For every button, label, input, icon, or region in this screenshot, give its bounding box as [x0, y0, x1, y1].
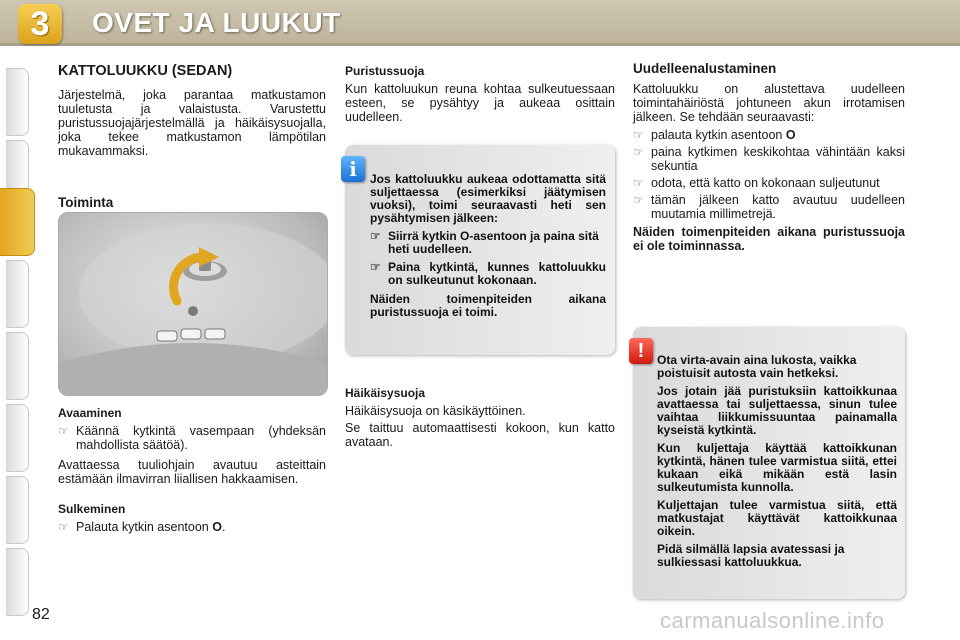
reinit-bullet-3	[633, 176, 905, 190]
puristussuoja-heading: Puristussuoja	[345, 64, 425, 78]
reinit-b1: palauta kytkin asentoon	[651, 128, 783, 142]
pointing-hand-icon: ☞	[370, 229, 381, 243]
middle-column-lower	[345, 386, 615, 449]
info-bullet-2	[370, 261, 606, 287]
sulkeminen-end: .	[221, 520, 226, 534]
reinit-bullet-4	[633, 193, 905, 221]
intro-paragraph: Järjestelmä, joka parantaa matkustamon tuuletusta ja valaistusta. Varustettu puristussuojajärjestelmällä ja häikäisysuojalla, joka tekee matkustamon lämpötilan mukavammaksi.	[58, 88, 326, 158]
pointing-hand-icon: ☞	[633, 128, 644, 142]
reinit-b4: tämän jälkeen katto avautuu uudelleen muutamia millimetrejä.	[651, 193, 905, 221]
warning-p3: Kun kuljettaja käyttää kattoikkunan kytkintä, hänen tulee varmistua siitä, ettei kukaan eikä mikään estä lasin sulkeutumista kunnolla.	[657, 441, 897, 494]
pointing-hand-icon: ☞	[633, 193, 644, 207]
pointing-hand-icon: ☞	[633, 176, 644, 190]
sulkeminen-heading: Sulkeminen	[58, 502, 126, 516]
reinit-note: Näiden toimenpiteiden aikana puristussuoja ei ole toiminnassa.	[633, 225, 905, 253]
pointing-hand-icon: ☞	[58, 520, 69, 534]
warning-p4: Kuljettajan tulee varmistua siitä, että matkustajat käyttävät kattoikkunaa oikein.	[657, 498, 897, 538]
chapter-title: OVET JA LUUKUT	[92, 7, 341, 38]
haikaisysuoja-line2: Se taittuu automaattisesti kokoon, kun katto avataan.	[345, 421, 615, 449]
left-column-lower	[58, 406, 326, 534]
middle-column	[345, 64, 615, 124]
reinit-b3: odota, että katto on kokonaan suljeutunut	[651, 176, 880, 190]
chapter-tab-1[interactable]	[6, 68, 29, 136]
toiminta-heading: Toiminta	[58, 195, 114, 210]
info-bullet-1b: O	[460, 229, 470, 243]
page-number: 82	[32, 606, 50, 623]
chapter-tab-7[interactable]	[6, 476, 29, 544]
haikaisysuoja-line1: Häikäisysuoja on käsikäyttöinen.	[345, 404, 526, 418]
sulkeminen-bullet	[58, 520, 326, 534]
avaaminen-bullet-text: Käännä kytkintä vasempaan (yhdeksän mahdollista säätöä).	[76, 424, 326, 452]
pointing-hand-icon: ☞	[633, 145, 644, 159]
chapter-tab-6[interactable]	[6, 404, 29, 472]
reinit-bullet-1-text	[651, 128, 796, 142]
chapter-tab-5[interactable]	[6, 332, 29, 400]
reinit-intro: Kattoluukku on alustettava uudelleen toimintahäiriöstä johtuneen akun irrotamisen jälkeen. Se tehdään seuraavasti:	[633, 82, 905, 124]
reinit-bullet-1	[633, 128, 905, 142]
info-bullet-1-text	[388, 230, 606, 256]
section-title: KATTOLUUKKU (SEDAN)	[58, 63, 233, 79]
chapter-number-badge: 3	[18, 4, 62, 44]
info-bullet-2-text: Paina kytkintä, kunnes kattoluukku on sulkeutunut kokonaan.	[388, 260, 606, 287]
info-icon: i	[341, 156, 365, 182]
info-bullet-1a: Siirrä kytkin	[388, 229, 461, 243]
info-bullet-1	[370, 230, 606, 256]
reinit-b2: paina kytkimen keskikohtaa vähintään kaksi sekuntia	[651, 145, 905, 173]
warning-p1: Ota virta-avain aina lukosta, vaikka poistuisit autosta vain hetkeksi.	[657, 353, 857, 380]
reinit-bullet-2	[633, 145, 905, 173]
warning-p5: Pidä silmällä lapsia avatessasi ja sulkiessasi kattoluukkua.	[657, 542, 845, 569]
haikaisysuoja-heading: Häikäisysuoja	[345, 386, 426, 400]
right-column	[633, 62, 905, 253]
chapter-header	[0, 0, 960, 46]
pointing-hand-icon: ☞	[58, 424, 69, 438]
sunroof-switch-illustration	[58, 212, 328, 396]
warning-icon: !	[629, 338, 653, 364]
info-bullet-1c: -asentoon ja paina sitä heti uudelleen.	[388, 229, 599, 256]
chapter-tab-8[interactable]	[6, 548, 29, 616]
info-note: Näiden toimenpiteiden aikana puristussuoja ei toimi.	[370, 292, 606, 319]
warning-p2: Jos jotain jää puristuksiin kattoikkunaa avattaessa tai suljettaessa, sinun tulee vaihtaa liikkumissuuntaa painamalla kyseistä kytkintä.	[657, 384, 897, 437]
info-box-content	[370, 173, 606, 324]
sulkeminen-bullet-text	[76, 520, 225, 534]
warning-box-content	[657, 354, 897, 574]
puristussuoja-paragraph: Kun kattoluukun reuna kohtaa sulkeutuessaan esteen, se pysähtyy ja aukeaa osittain uudelleen.	[345, 82, 615, 124]
avaaminen-heading: Avaaminen	[58, 406, 122, 420]
position-o-label: O	[212, 520, 222, 534]
avaaminen-bullet	[58, 424, 326, 452]
position-o-label: O	[785, 128, 796, 142]
chapter-tabs	[0, 46, 36, 626]
chapter-tab-3-active[interactable]	[0, 188, 35, 256]
pointing-hand-icon: ☞	[370, 260, 381, 274]
reinit-heading: Uudelleenalustaminen	[633, 61, 777, 76]
info-intro: Jos kattoluukku aukeaa odottamatta sitä suljettaessa (esimerkiksi jäätymisen vuoksi), toimi seuraavasti heti sen pysähtymisen jälkeen:	[370, 172, 606, 225]
sulkeminen-text: Palauta kytkin asentoon	[76, 520, 209, 534]
illustration-drawing	[59, 213, 327, 395]
watermark: carmanualsonline.info	[660, 608, 885, 633]
chapter-tab-4[interactable]	[6, 260, 29, 328]
avaaminen-paragraph: Avattaessa tuuliohjain avautuu asteittain estämään ilmavirran liiallisen hakkaamisen.	[58, 458, 326, 486]
left-column	[58, 64, 326, 210]
header-underline	[0, 43, 960, 46]
